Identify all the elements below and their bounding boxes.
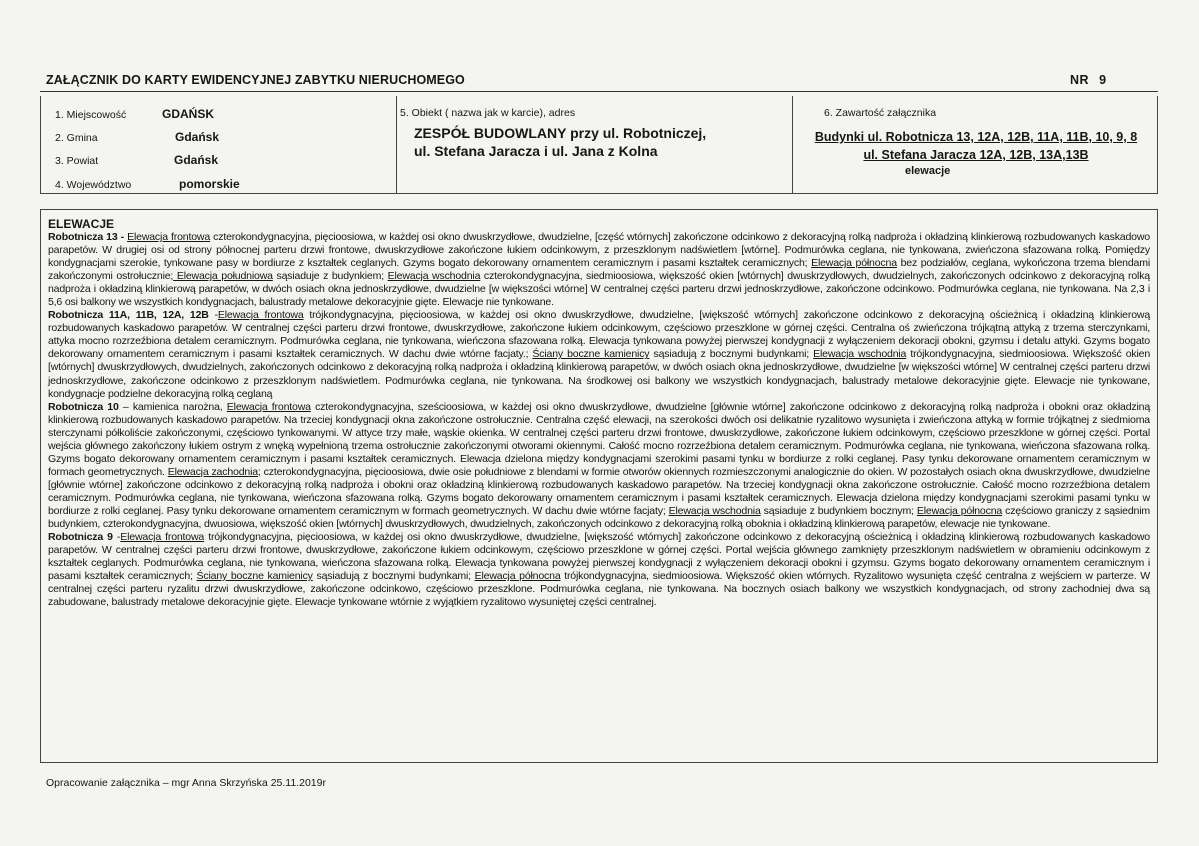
underlined-term: Elewacja północna xyxy=(811,257,897,270)
footer-author: Opracowanie załącznika – mgr Anna Skrzyńska 25.11.2019r xyxy=(46,777,326,789)
contents-line2: ul. Stefana Jaracza 12A, 12B, 13A,13B xyxy=(863,148,1089,162)
text-run: sąsiadują z bocznymi budynkami; xyxy=(312,570,475,583)
wojewodztwo-label: 4. Województwo xyxy=(55,179,132,191)
text-run: sąsiadują z bocznymi budynkami; xyxy=(649,348,814,361)
underlined-term: Ściany boczne kamienicy xyxy=(196,570,313,583)
elevations-section xyxy=(40,209,1158,763)
underlined-term: Elewacja północna xyxy=(916,504,1003,517)
powiat-label: 3. Powiat xyxy=(55,155,99,167)
powiat-value: Gdańsk xyxy=(174,153,219,167)
paragraph-robotnicza-13 xyxy=(48,231,1150,309)
contents-line1: Budynki ul. Robotnicza 13, 12A, 12B, 11A, 11B, 10, 9, 8 xyxy=(814,130,1138,144)
underlined-term: Elewacja frontowa xyxy=(217,309,304,322)
nr-label: NR xyxy=(1070,73,1090,87)
underlined-term: Elewacja wschodnia xyxy=(668,504,761,517)
miejscowosc-value: GDAŃSK xyxy=(162,107,215,121)
underlined-term: Elewacja południowa xyxy=(173,270,273,283)
miejscowosc-label: 1. Miejscowość xyxy=(55,109,127,121)
paragraph-robotnicza-9 xyxy=(48,531,1150,609)
identification-table xyxy=(40,96,1158,194)
text-run: - xyxy=(208,309,218,322)
document-title: ZAŁĄCZNIK DO KARTY EWIDENCYJNEJ ZABYTKU NIERUCHOMEGO xyxy=(46,73,465,87)
text-run: czterokondygnacyjna, sześcioosiowa, w każdej osi okno dwuskrzydłowe, dwudzielne [głównie wtórne] zakończone odcinkowo z dekoracyjną rolką nadproża i obokni oraz okładziną klinkierową rozbudowanych kaskadowo parapetów. Na trzeciej kondygnacji okna zakończone ostrołucznie. Centralna część elewacji, na szerokości dwóch osi delikatnie ryzalitowo wysunięta i zwieńczona attyką w formie trójkątnej z siedmioma sterczynami półkoliście zakończonymi, częściowo tynkowanymi. W attyce trzy małe, wąskie okienka. W centralnej części parteru drzwi frontowe, dwuskrzydłowe, zakończone łukiem odcinkowym, częściowo przeszklone w górnej części. Portal wejścia głównego zakończony łukiem ostrym z wnęką wypełnioną trzema ostrołucznie zakończonymi otworami okiennymi. Całość mocno rozrzeźbiona detalem ceramicznym. Podmurówka ceglana, nie tynkowana, wieńczona sfazowana rolką. Gzyms bogato dekorowany ornamentem ceramicznym i pasami kształtek ceramicznych. Elewacja dzielona między kondygnacjami szerokimi pasami tynku w bordiurze z rolki ceglanej. Pasy tynku dekorowane ornamentem ceramicznym w formach geometrycznych. xyxy=(48,400,1151,478)
document-number xyxy=(1070,73,1107,87)
text-run: sąsiaduje z budynkiem; xyxy=(272,270,388,283)
paragraph-heading: Robotnicza 9 xyxy=(48,531,113,544)
underlined-term: Elewacja frontowa xyxy=(120,531,205,544)
wojewodztwo-value: pomorskie xyxy=(179,177,240,191)
object-title-line1: ZESPÓŁ BUDOWLANY przy ul. Robotniczej, xyxy=(414,125,707,141)
underlined-term: Ściany boczne kamienicy xyxy=(532,348,650,361)
text-run: czterokondygnacyjna, pięcioosiowa, w każdej osi okno dwuskrzydłowe, dwudzielne, [część wtórnych] zakończone odcinkowo z dekoracyjną rolką nadproża i okładziną klinkierową rozbudowanych kaskadowo parapetów. W drugiej osi od strony północnej parteru drzwi frontowe, dwuskrzydłowe zakończone łukiem odcinkowym, z przeszklonym nadświetlem [wtórne]. Podmurówka ceglana, nie tynkowana, zwieńczona sfazowana rolką. Pomiędzy kondygnacjami szerokie, tynkowane pasy w bordiurze z kształtek ceglanych. Gzyms bogato dekorowany ornamentem ceramicznym i pasami kształtek ceramicznych; xyxy=(48,231,1150,270)
elevations-text xyxy=(48,231,1150,609)
contents-line3: elewacje xyxy=(905,165,951,177)
text-run: trójkondygnacyjna, pięcioosiowa, w każdej osi okno dwuskrzydłowe, dwudzielne, [większość wtórnych] zakończone odcinkowo z dekoracyjną ościeżnicą i okładziną klinkierową rozbudowanych kaskadowo parapetów. W centralnej części parteru drzwi frontowe, dwuskrzydłowe, zakończone łukiem odcinkowym, częściowo przeszklone w górnej części. Centralna oś zwieńczona trójkątną attyką z trzema sterczynkami, attyka mocno rozrzeźbiona detalem ceramicznym. Podmurówka ceglana, nie tynkowana, wieńczona sfazowana rolką. Elewacja tynkowana powyżej pierwszej kondygnacji z wyłączeniem dekoracji obokni, gzymsu i detalu attyki. Gzyms bogato dekorowany ornamentem ceramicznym i pasami kształtek ceramicznych. W dachu dwie wtórne facjaty.; xyxy=(48,309,1150,361)
paragraph-heading: Robotnicza 13 - xyxy=(48,231,124,243)
text-run: sąsiaduje z budynkiem bocznym; xyxy=(760,504,917,517)
section-title: ELEWACJE xyxy=(48,217,115,231)
underlined-term: Elewacja frontowa xyxy=(226,400,311,413)
underlined-term: Elewacja wschodnia xyxy=(813,348,907,361)
text-run: trójkondygnacyjna, siedmioosiowa. Większość okien [wtórnych] dwuskrzydłowych, dwudzielnych, zakończonych odcinkowo z dekoracyjną rolką nadproża i okładziną klinkierową parapetów, w dwóch osiach okna jednoskrzydłowe, dwudzielne [w większości wtórne] W centralnej części parteru drzwi jednoskrzydłowe, zakończone odcinkowo z przeszklonym nadświetlem. Podmurówka ceglana, nie tynkowana. Na środkowej osi balkony we wszystkich kondygnacjach, balustrady metalowe dekoracyjnie gięte. Elewacje nie tynkowane, kondygnacje podzielne dekoracyjną rolką ceglaną xyxy=(48,348,1151,400)
underlined-term: Elewacja zachodnia; xyxy=(167,465,261,478)
paragraph-heading: Robotnicza 11A, 11B, 12A, 12B xyxy=(48,309,209,322)
gmina-label: 2. Gmina xyxy=(55,132,98,144)
text-run: bez podziałów, ceglana, wykończona trzema blendami zakończonymi ostrołucznie; xyxy=(48,257,1150,283)
object-label: 5. Obiekt ( nazwa jak w karcie), adres xyxy=(400,107,576,119)
underlined-term: Elewacja wschodnia xyxy=(387,270,481,283)
text-run: – kamienica narożna, xyxy=(118,400,227,413)
underlined-term: Elewacja północna xyxy=(474,570,561,583)
column-divider xyxy=(396,96,397,193)
object-title-line2: ul. Stefana Jaracza i ul. Jana z Kolna xyxy=(414,143,658,159)
gmina-value: Gdańsk xyxy=(175,130,220,144)
text-run: trójkondygnacyjna, pięcioosiowa, w każdej osi okno dwuskrzydłowe, dwudzielne, [większość wtórnych] zakończone odcinkowo z dekoracyjną ościeżnicą i okładziną klinkierową rozbudowanych kaskadowo parapetów. W centralnej części parteru drzwi frontowe, dwuskrzydłowe, zakończone łukiem odcinkowym, częściowo przeszklone w górnej części. Portal wejścia głównego zamknięty przeszklonym nadświetlem w obramieniu odcinkowym z kształtek ceglanych. Podmurówka ceglana, nie tynkowana, wieńczona sfazowana rolką. Elewacja tynkowana powyżej pierwszej kondygnacji z wyłączeniem dekoracji obokni i gzymsu. Gzyms bogato dekorowany ornamentem ceramicznym i pasami kształtek ceramicznych; xyxy=(48,531,1150,583)
nr-value: 9 xyxy=(1099,73,1107,87)
header-rule xyxy=(40,91,1158,92)
paragraph-robotnicza-11a-12b xyxy=(48,309,1150,400)
text-run: częściowo graniczy z sąsiednim budynkiem, czterokondygnacyjna, dwuosiowa, większość okien [wtórnych] dwuskrzydłowych, dwudzielnych, zakończonych odcinkowo z dekoracyjną rolką oboknia i okładziną klinkierową parapetów, elewacje nie tynkowane. xyxy=(48,504,1151,531)
text-run: trójkondygnacyjna, siedmioosiowa. Większość okien wtórnych. Ryzalitowo wysunięta część centralna z wejściem w parterze. W centralnej części parteru ryzalitu drzwi dwuskrzydłowe, zakończone odcinkowo, częściowo przeszklone. Podmurówka ceglana, nie tynkowana. Na bocznych osiach balkony we wszystkich kondygnacjach, od strony zachodniej dwa są zabudowane, balustrady metalowe dekoracyjnie gięte. Elewacje tynkowane wtórnie z wyjątkiem ryzalitowo wysuniętej części centralnej. xyxy=(48,570,1150,609)
paragraph-heading: Robotnicza 10 xyxy=(48,400,119,413)
column-divider xyxy=(792,96,793,193)
paragraph-robotnicza-10 xyxy=(48,401,1150,531)
text-run: czterokondygnacyjna, siedmioosiowa, większość okien [wtórnych] dwuskrzydłowych, dwudzielnych, zakończonych odcinkowo z dekoracyjną rolką nadproża i okładziną klinkierową parapetów, w dwóch osiach okna jednoskrzydłowe, dwudzielne [w większości wtórne] W centralnej części parteru drzwi jednoskrzydłowe, zakończone odcinkowo. Podmurówka ceglana, nie tynkowana. Na 2,3 i 5,6 osi balkony we wszystkich kondygnacjach, balustrady metalowe dekoracyjnie gięte. Elewacje nie tynkowane. xyxy=(48,270,1150,309)
underlined-term: Elewacja frontowa xyxy=(127,231,211,243)
contents-label: 6. Zawartość załącznika xyxy=(824,107,937,119)
text-run: - xyxy=(112,531,121,544)
text-run: czterokondygnacyjna, pięcioosiowa, dwie osie południowe z blendami w formie otworów okiennych rozmieszczonymi analogicznie do okien. W pozostałych osiach okna dwuskrzydłowe, dwudzielne [głównie wtórne] zakończone odcinkowo z dekoracyjną rolką nadproża i obokni oraz okładziną klinkierową rozbudowanych kaskadowo parapetów. Na trzeciej kondygnacji okna zakończone ostrołucznie. Całość mocno rozrzeźbiona detalem ceramicznym. Podmurówka ceglana, nie tynkowana, wieńczona sfazowana rolką. Gzyms bogato dekorowany ornamentem ceramicznym i pasami kształtek ceramicznych. Elewacja dzielona między kondygnacjami szerokimi pasami tynku w bordiurze z rolki ceglanej. Pasy tynku dekorowane ornamentem ceramicznym w formach geometrycznych. W dachu dwie wtórne facjaty; xyxy=(48,465,1151,517)
object-title xyxy=(414,124,706,160)
